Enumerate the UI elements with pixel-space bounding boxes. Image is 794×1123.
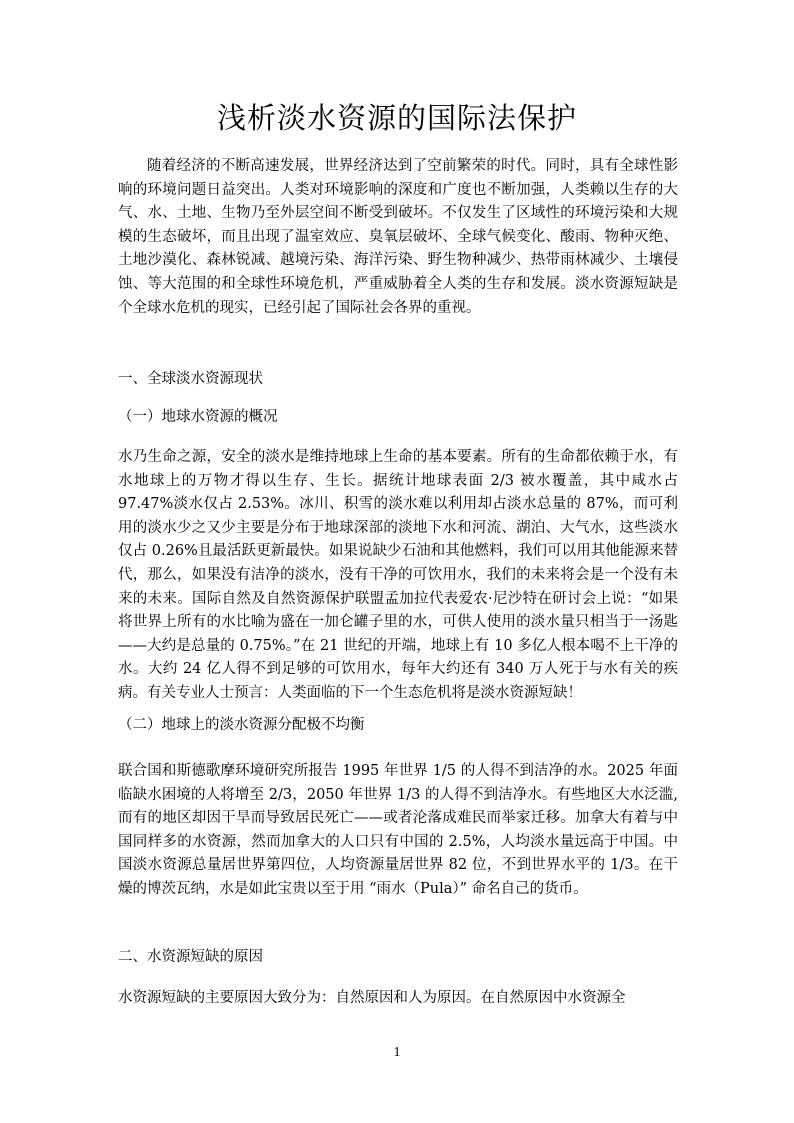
section-2-paragraph: 水资源短缺的主要原因大致分为：自然原因和人为原因。在自然原因中水资源全 — [118, 990, 626, 1006]
section-2-heading: 二、水资源短缺的原因 — [118, 949, 263, 965]
section-1-2-heading: （二）地球上的淡水资源分配极不均衡 — [118, 717, 365, 733]
section-1-heading: 一、全球淡水资源现状 — [118, 371, 263, 387]
section-1-1-paragraph: 水乃生命之源，安全的淡水是维持地球上生命的基本要素。所有的生命都依赖于水，有水地球上的万物才得以生存、生长。据统计地球表面 2/3 被水覆盖，其中咸水占 97.47%淡水仅占 2.53%。冰川、积雪的淡水难以利用却占淡水总量的 87%，而可利用的淡水少之又少主要是分布于地球深部的淡地下水和河流、湖泊、大气水，这些淡水仅占 0.26%且最活跃更新最快。如果说缺少石油和其他燃料，我们可以用其他能源来替代，那么，如果没有洁净的淡水，没有干净的可饮用水，我们的未来将会是一个没有未来的未来。国际自然及自然资源保护联盟孟加拉代表爱农·尼沙特在研讨会上说：“如果将世界上所有的水比喻为盛在一加仑罐子里的水，可供人使用的淡水量只相当于一汤匙——大约是总量的 0.75%。”在 21 世纪的开端，地球上有 10 多亿人根本喝不上干净的水。大约 24 亿人得不到足够的可饮用水，每年大约还有 340 万人死于与水有关的疾病。有关专业人士预言：人类面临的下一个生态危机将是淡水资源短缺！ — [118, 449, 678, 701]
document-title: 浅析淡水资源的国际法保护 — [216, 101, 577, 135]
section-1-2-paragraph: 联合国和斯德歌摩环境研究所报告 1995 年世界 1/5 的人得不到洁净的水。2025 年面临缺水困境的人将增至 2/3，2050 年世界 1/3 的人得不到洁净水。有些地区大水泛滥,而有的地区却因干旱而导致居民死亡——或者沦落成难民而举家迁移。加拿大有着与中国同样多的水资源，然而加拿大的人口只有中国的 2.5%，人均淡水量远高于中国。中国淡水资源总量居世界第四位，人均资源量居世界 82 位，不到世界水平的 1/3。在干燥的博茨瓦纳，水是如此宝贵以至于用 “雨水（Pula）” 命名自己的货币。 — [118, 763, 678, 897]
page-number: 1 — [393, 1045, 401, 1060]
intro-paragraph: 随着经济的不断高速发展，世界经济达到了空前繁荣的时代。同时，具有全球性影响的环境问题日益突出。人类对环境影响的深度和广度也不断加强，人类赖以生存的大气、水、土地、生物乃至外层空间不断受到破坏。不仅发生了区域性的环境污染和大规模的生态破坏，而且出现了温室效应、臭氧层破坏、全球气候变化、酸雨、物种灭绝、土地沙漠化、森林锐减、越境污染、海洋污染、野生物种减少、热带雨林减少、土壤侵蚀、等大范围的和全球性环境危机，严重威胁着全人类的生存和发展。淡水资源短缺是个全球水危机的现实，已经引起了国际社会各界的重视。 — [118, 158, 678, 316]
section-1-1-heading: （一）地球水资源的概况 — [118, 409, 278, 425]
